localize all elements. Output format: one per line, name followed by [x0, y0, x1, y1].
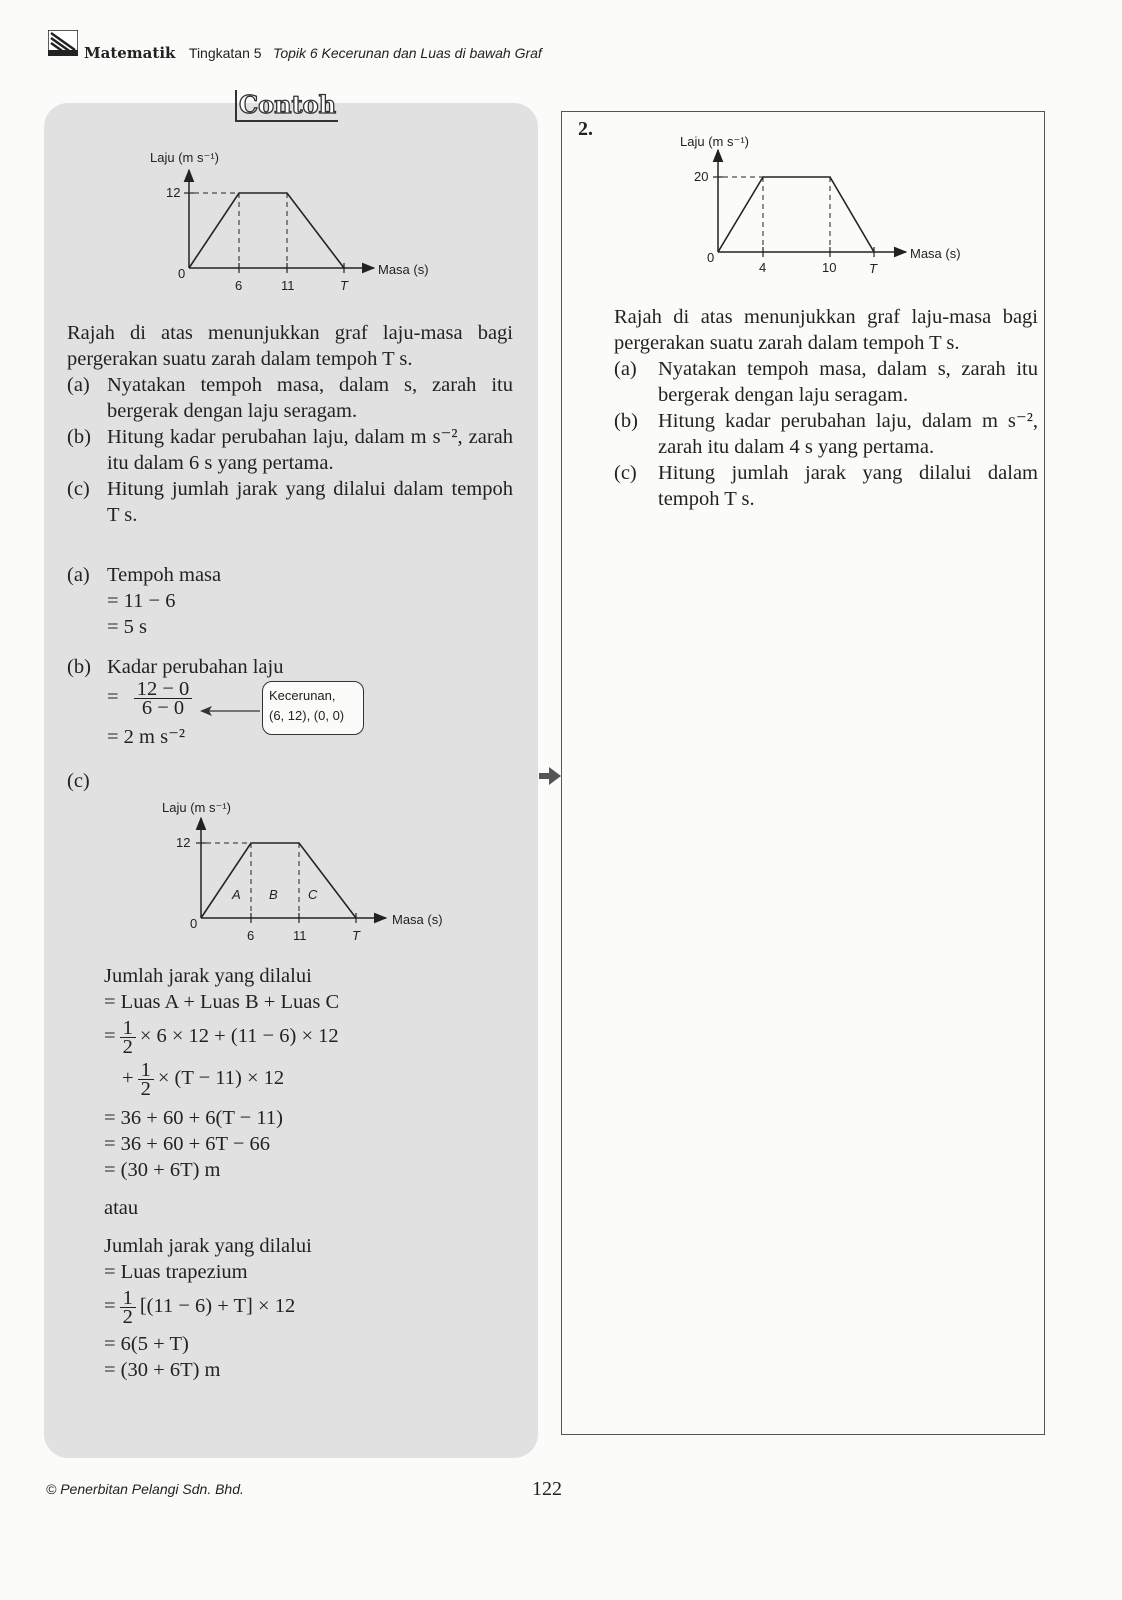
- exercise-graph-x-tick: 4: [759, 260, 767, 275]
- region-label: C: [308, 887, 318, 902]
- callout-line: (6, 12), (0, 0): [269, 708, 345, 723]
- exercise-question-b: Hitung kadar perubahan laju, dalam m s⁻², zarah itu dalam 4 s yang pertama.: [658, 410, 1038, 458]
- fraction-numerator: 1: [120, 1289, 136, 1308]
- example-graph: [140, 146, 460, 296]
- example-questions: [67, 320, 513, 528]
- gradient-callout: [262, 681, 364, 735]
- solution-c-label: (c): [67, 770, 90, 792]
- solution-expr: [(11 − 6) + T] × 12: [139, 1295, 296, 1318]
- page-header: [84, 44, 542, 63]
- fraction-numerator: 1: [120, 1019, 136, 1038]
- solution-line: Tempoh masa: [107, 564, 222, 586]
- example-title: Contoh: [235, 90, 338, 122]
- fraction-denominator: 2: [122, 1306, 133, 1328]
- solution-b: [67, 654, 283, 750]
- example-graph-x-tick: 11: [281, 278, 295, 293]
- exercise-question-a: Nyatakan tempoh masa, dalam s, zarah itu bergerak dengan laju seragam.: [658, 358, 1038, 406]
- exercise-graph-y-tick: 20: [694, 169, 709, 184]
- equals-sign: =: [107, 686, 119, 709]
- solution-graph-y-label: Laju (m s⁻¹): [162, 800, 231, 815]
- exercise-graph-x-label: Masa (s): [910, 246, 961, 261]
- solution-line: = (30 + 6T) m: [104, 1159, 221, 1181]
- solution-line: Jumlah jarak yang dilalui: [104, 1235, 312, 1257]
- solution-expr: × 6 × 12 + (11 − 6) × 12: [139, 1025, 339, 1048]
- header-topic: Topik 6 Kecerunan dan Luas di bawah Graf: [273, 45, 542, 61]
- example-question-a: Nyatakan tempoh masa, dalam s, zarah itu bergerak dengan laju seragam.: [107, 374, 513, 422]
- solution-eq: =: [104, 1025, 116, 1048]
- footer-publisher: © Penerbitan Pelangi Sdn. Bhd.: [46, 1481, 244, 1497]
- region-label: A: [232, 887, 241, 902]
- example-graph-y-label: Laju (m s⁻¹): [150, 150, 219, 165]
- exercise-questions: [614, 304, 1038, 512]
- exercise-number: 2.: [578, 118, 593, 140]
- example-graph-x-tick: T: [340, 278, 348, 293]
- header-subject: Matematik: [84, 44, 176, 62]
- solution-line: = 36 + 60 + 6(T − 11): [104, 1107, 283, 1129]
- exercise-graph-origin: 0: [707, 250, 715, 265]
- solution-line: = 36 + 60 + 6T − 66: [104, 1133, 271, 1155]
- exercise-graph-y-label: Laju (m s⁻¹): [680, 134, 749, 149]
- question-label: (b): [67, 426, 91, 448]
- publisher-logo-icon: [48, 30, 78, 56]
- solution-line: = 5 s: [107, 616, 148, 638]
- fraction-denominator: 2: [140, 1078, 151, 1100]
- solution-label: (b): [67, 656, 91, 678]
- callout-line: Kecerunan,: [269, 688, 336, 703]
- solution-line: = Luas trapezium: [104, 1261, 248, 1283]
- solution-graph-origin: 0: [190, 916, 198, 931]
- exercise-graph: [662, 128, 992, 278]
- question-label: (a): [614, 358, 637, 380]
- solution-graph-x-tick: 6: [247, 928, 255, 943]
- solution-result: = 2 m s⁻²: [107, 726, 186, 748]
- solution-line: Jumlah jarak yang dilalui: [104, 965, 312, 987]
- solution-graph: [152, 796, 472, 948]
- fraction-denominator: 2: [122, 1036, 133, 1058]
- example-question-b: Hitung kadar perubahan laju, dalam m s⁻², zarah itu dalam 6 s yang pertama.: [107, 426, 513, 474]
- fraction-denominator: 6 − 0: [141, 697, 185, 719]
- solution-eq: =: [104, 1295, 116, 1318]
- example-graph-y-tick: 12: [166, 185, 181, 200]
- question-label: (c): [67, 478, 90, 500]
- callout-arrow-icon: [200, 704, 260, 718]
- solution-line: = (30 + 6T) m: [104, 1359, 221, 1381]
- question-label: (a): [67, 374, 90, 396]
- next-arrow-icon: [537, 764, 563, 788]
- exercise-graph-x-tick: T: [869, 261, 877, 276]
- example-question-c: Hitung jumlah jarak yang dilalui dalam tempoh T s.: [107, 478, 513, 526]
- solution-line: = Luas A + Luas B + Luas C: [104, 991, 340, 1013]
- exercise-graph-x-tick: 10: [822, 260, 837, 275]
- solution-heading: Kadar perubahan laju: [107, 656, 284, 678]
- solution-expr: × (T − 11) × 12: [157, 1067, 285, 1090]
- header-level: Tingkatan 5: [188, 45, 262, 61]
- solution-graph-x-tick: 11: [293, 928, 307, 943]
- solution-c-work: [104, 963, 339, 1383]
- solution-graph-x-label: Masa (s): [392, 912, 443, 927]
- region-label: B: [269, 887, 278, 902]
- fraction-numerator: 12 − 0: [134, 680, 193, 699]
- solution-a: [67, 562, 221, 640]
- solution-line: = 11 − 6: [107, 590, 176, 612]
- solution-label: (a): [67, 564, 90, 586]
- page-number: 122: [532, 1478, 562, 1500]
- example-graph-x-tick: 6: [235, 278, 243, 293]
- example-graph-origin: 0: [178, 266, 186, 281]
- question-label: (c): [614, 462, 637, 484]
- solution-graph-x-tick: T: [352, 928, 360, 943]
- fraction-numerator: 1: [138, 1061, 154, 1080]
- solution-line: = 6(5 + T): [104, 1333, 189, 1355]
- example-statement: Rajah di atas menunjukkan graf laju-masa bagi pergerakan suatu zarah dalam tempoh T s.: [67, 322, 513, 370]
- exercise-question-c: Hitung jumlah jarak yang dilalui dalam tempoh T s.: [658, 462, 1038, 510]
- solution-plus: +: [122, 1067, 134, 1090]
- question-label: (b): [614, 410, 638, 432]
- solution-or: atau: [104, 1197, 139, 1219]
- exercise-statement: Rajah di atas menunjukkan graf laju-masa bagi pergerakan suatu zarah dalam tempoh T s.: [614, 306, 1038, 354]
- solution-graph-y-tick: 12: [176, 835, 191, 850]
- example-graph-x-label: Masa (s): [378, 262, 429, 277]
